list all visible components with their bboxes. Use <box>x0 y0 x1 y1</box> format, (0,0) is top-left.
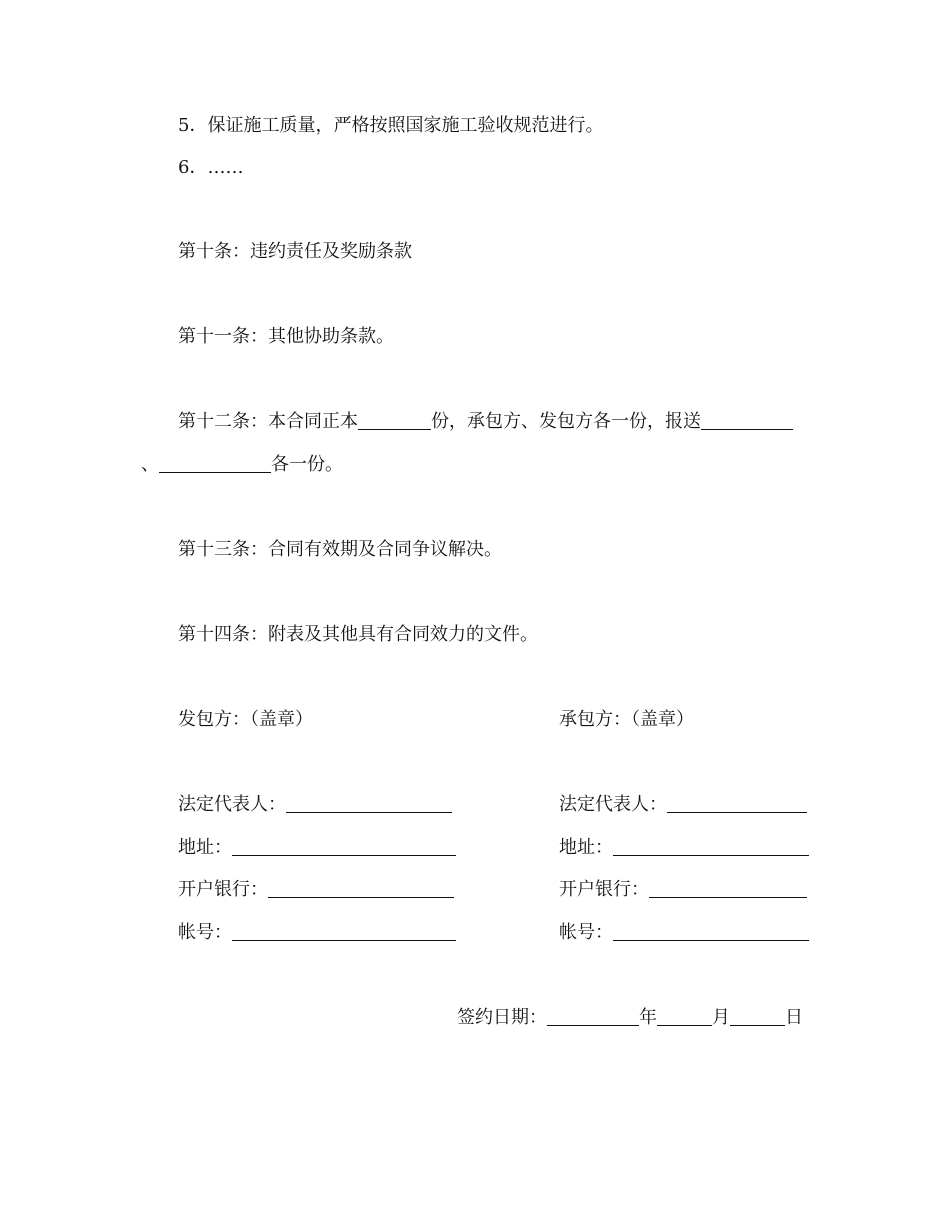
article-13: 第十三条：合同有效期及合同争议解决。 <box>178 539 502 560</box>
contractor-acct-row <box>559 921 809 945</box>
article-11: 第十一条：其他协助条款。 <box>178 326 394 347</box>
signing-year-blank <box>547 1007 639 1026</box>
contractor-addr-row <box>559 836 809 860</box>
article-12-line1 <box>178 410 793 434</box>
submit-to-blank-1 <box>701 411 793 430</box>
signing-date-row <box>457 1006 803 1030</box>
signing-month-label: 月 <box>712 1007 730 1028</box>
signing-day-blank <box>730 1007 785 1026</box>
item-5: 5．保证施工质量，严格按照国家施工验收规范进行。 <box>178 115 604 136</box>
article-12-part1: 第十二条：本合同正本 <box>178 411 358 432</box>
article-12-line2 <box>141 453 343 477</box>
article-14: 第十四条：附表及其他具有合同效力的文件。 <box>178 624 538 645</box>
employer-title: 发包方：（盖章） <box>178 709 313 730</box>
submit-to-blank-2 <box>159 454 271 473</box>
article-10: 第十条：违约责任及奖励条款 <box>178 241 412 262</box>
article-12-part3: 、 <box>141 454 159 475</box>
employer-acct-row <box>178 921 456 945</box>
employer-acct-label: 帐号： <box>178 922 232 943</box>
employer-bank-label: 开户银行： <box>178 879 268 900</box>
employer-rep-row <box>178 793 452 817</box>
employer-bank-blank <box>268 879 454 898</box>
contractor-rep-label: 法定代表人： <box>559 794 667 815</box>
signing-year-label: 年 <box>639 1007 657 1028</box>
employer-addr-blank <box>232 837 456 856</box>
contractor-acct-label: 帐号： <box>559 922 613 943</box>
contractor-addr-label: 地址： <box>559 837 613 858</box>
contractor-bank-row <box>559 878 807 902</box>
employer-addr-label: 地址： <box>178 837 232 858</box>
contractor-title: 承包方：（盖章） <box>559 709 694 730</box>
employer-acct-blank <box>232 922 456 941</box>
signing-month-blank <box>657 1007 712 1026</box>
article-12-part2: 份，承包方、发包方各一份，报送 <box>431 411 701 432</box>
contractor-rep-blank <box>667 794 807 813</box>
employer-rep-label: 法定代表人： <box>178 794 286 815</box>
contractor-rep-row <box>559 793 807 817</box>
employer-bank-row <box>178 878 454 902</box>
signing-date-label: 签约日期： <box>457 1007 547 1028</box>
article-12-part4: 各一份。 <box>271 454 343 475</box>
contractor-bank-label: 开户银行： <box>559 879 649 900</box>
contractor-acct-blank <box>613 922 809 941</box>
contractor-addr-blank <box>613 837 809 856</box>
item-6: 6．…… <box>178 157 244 178</box>
contractor-bank-blank <box>649 879 807 898</box>
employer-rep-blank <box>286 794 452 813</box>
signing-day-label: 日 <box>785 1007 803 1028</box>
copies-count-blank <box>358 411 431 430</box>
employer-addr-row <box>178 836 456 860</box>
